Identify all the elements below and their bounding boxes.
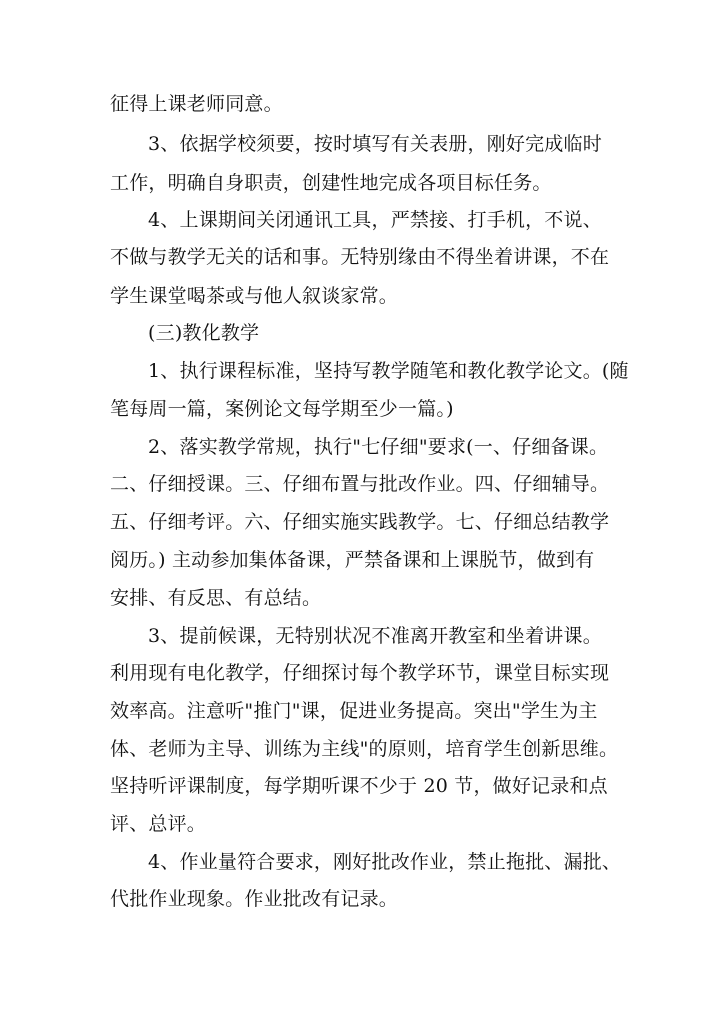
text-line: 代批作业现象。作业批改有记录。 — [110, 888, 399, 910]
section-heading: (三)教化教学 — [148, 322, 260, 344]
text-line: 评、总评。 — [110, 813, 207, 835]
text-line: 体、老师为主导、训练为主线"的原则，培育学生创新思维。 — [110, 738, 619, 760]
text-line: 二、仔细授课。三、仔细布置与批改作业。四、仔细辅导。 — [110, 473, 610, 495]
text-line: 安排、有反思、有总结。 — [110, 587, 322, 609]
text-line: 3、提前候课，无特别状况不准离开教室和坐着讲课。 — [148, 625, 602, 647]
text-line: 利用现有电化教学，仔细探讨每个教学环节，课堂目标实现 — [110, 662, 610, 684]
text-line: 坚持听评课制度，每学期听课不少于 20 节，做好记录和点 — [110, 775, 608, 797]
text-line: 3、依据学校须要，按时填写有关表册，刚好完成临时 — [148, 133, 602, 155]
text-line: 4、上课期间关闭通讯工具，严禁接、打手机，不说、 — [148, 209, 602, 231]
text-line: 工作，明确自身职责，创建性地完成各项目标任务。 — [110, 172, 552, 194]
text-line: 4、作业量符合要求，刚好批改作业，禁止拖批、漏批、 — [148, 851, 622, 873]
text-line: 阅历。) 主动参加集体备课，严禁备课和上课脱节，做到有 — [110, 549, 595, 571]
text-line: 笔每周一篇，案例论文每学期至少一篇。) — [110, 398, 454, 420]
text-line: 不做与教学无关的话和事。无特别缘由不得坐着讲课，不在 — [110, 246, 610, 268]
text-line: 五、仔细考评。六、仔细实施实践教学。七、仔细总结教学 — [110, 511, 610, 533]
text-line: 2、落实教学常规，执行"七仔细"要求(一、仔细备课。 — [148, 436, 609, 458]
text-line: 学生课堂喝茶或与他人叙谈家常。 — [110, 285, 399, 307]
text-line: 征得上课老师同意。 — [110, 93, 283, 115]
text-line: 效率高。注意听"推门"课，促进业务提高。突出"学生为主 — [110, 700, 598, 722]
text-line: 1、执行课程标准，坚持写教学随笔和教化教学论文。(随 — [148, 360, 629, 382]
